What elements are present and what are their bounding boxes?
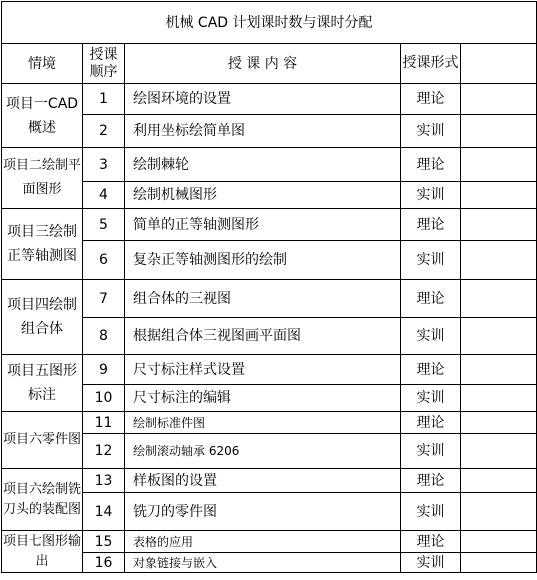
content-cell: 绘制机械图形: [125, 182, 401, 209]
content-cell: 组合体的三视图: [125, 280, 401, 318]
table-row: [2, 385, 537, 412]
form-cell: 实训: [401, 434, 461, 469]
form-cell: 实训: [401, 318, 461, 355]
scenario-cell: 项目六绘制铣刀头的装配图: [2, 469, 83, 531]
table-row: [2, 493, 537, 531]
header-row: [2, 44, 537, 84]
form-cell: 实训: [401, 182, 461, 209]
content-cell: 对象链接与嵌入: [125, 553, 401, 573]
table-row: [2, 318, 537, 355]
scenario-cell: 项目四绘制组合体: [2, 280, 83, 355]
table-row: [2, 280, 537, 318]
form-cell: 实训: [401, 385, 461, 412]
form-cell: 理论: [401, 531, 461, 553]
content-cell: 尺寸标注样式设置: [125, 355, 401, 385]
table-row: [2, 241, 537, 280]
order-cell: 8: [83, 318, 125, 355]
content-cell: 表格的应用: [125, 531, 401, 553]
table-row: [2, 115, 537, 148]
extra-cell: [461, 412, 537, 434]
scenario-cell: 项目二绘制平面图形: [2, 148, 83, 209]
form-cell: 实训: [401, 115, 461, 148]
order-cell: 14: [83, 493, 125, 531]
extra-cell: [461, 182, 537, 209]
scenario-cell: 项目五图形标注: [2, 355, 83, 412]
order-cell: 16: [83, 553, 125, 573]
table-row: [2, 209, 537, 241]
order-cell: 11: [83, 412, 125, 434]
scenario-cell: 项目七图形输出: [2, 531, 83, 573]
form-cell: 实训: [401, 241, 461, 280]
scenario-cell: 项目一CAD 概述: [2, 84, 83, 148]
form-cell: 理论: [401, 469, 461, 493]
table-row: [2, 553, 537, 573]
order-cell: 12: [83, 434, 125, 469]
content-cell: 样板图的设置: [125, 469, 401, 493]
content-cell: 根据组合体三视图画平面图: [125, 318, 401, 355]
header-content: 授 课 内 容: [125, 44, 401, 84]
header-order: 授课顺序: [83, 44, 125, 84]
extra-cell: [461, 115, 537, 148]
order-cell: 10: [83, 385, 125, 412]
title-row: [2, 2, 537, 44]
form-cell: 理论: [401, 84, 461, 115]
order-cell: 2: [83, 115, 125, 148]
form-cell: 实训: [401, 493, 461, 531]
header-scenario: 情境: [2, 44, 83, 84]
scenario-cell: 项目六零件图: [2, 412, 83, 469]
form-cell: 理论: [401, 280, 461, 318]
scenario-cell: 项目三绘制正等轴测图: [2, 209, 83, 280]
table-row: [2, 469, 537, 493]
content-cell: 复杂正等轴测图形的绘制: [125, 241, 401, 280]
form-cell: 实训: [401, 553, 461, 573]
course-plan-table: [1, 1, 537, 573]
content-cell: 绘制标准件图: [125, 412, 401, 434]
form-cell: 理论: [401, 355, 461, 385]
table-row: [2, 355, 537, 385]
form-cell: 理论: [401, 209, 461, 241]
extra-cell: [461, 493, 537, 531]
extra-cell: [461, 148, 537, 182]
header-extra: [461, 44, 537, 84]
extra-cell: [461, 385, 537, 412]
extra-cell: [461, 553, 537, 573]
order-cell: 6: [83, 241, 125, 280]
order-cell: 9: [83, 355, 125, 385]
table-row: [2, 412, 537, 434]
extra-cell: [461, 469, 537, 493]
content-cell: 绘制棘轮: [125, 148, 401, 182]
extra-cell: [461, 84, 537, 115]
extra-cell: [461, 318, 537, 355]
order-cell: 15: [83, 531, 125, 553]
order-cell: 5: [83, 209, 125, 241]
table-row: [2, 182, 537, 209]
content-cell: 铣刀的零件图: [125, 493, 401, 531]
table-row: [2, 84, 537, 115]
table-row: [2, 434, 537, 469]
extra-cell: [461, 280, 537, 318]
table-row: [2, 148, 537, 182]
content-cell: 简单的正等轴测图形: [125, 209, 401, 241]
order-cell: 3: [83, 148, 125, 182]
content-cell: 绘图环境的设置: [125, 84, 401, 115]
order-cell: 13: [83, 469, 125, 493]
header-form: 授课形式: [401, 44, 461, 84]
extra-cell: [461, 531, 537, 553]
table-row: [2, 531, 537, 553]
extra-cell: [461, 434, 537, 469]
extra-cell: [461, 241, 537, 280]
order-cell: 1: [83, 84, 125, 115]
order-cell: 7: [83, 280, 125, 318]
content-cell: 利用坐标绘简单图: [125, 115, 401, 148]
extra-cell: [461, 355, 537, 385]
table-title: 机械 CAD 计划课时数与课时分配: [2, 2, 537, 44]
extra-cell: [461, 209, 537, 241]
form-cell: 理论: [401, 412, 461, 434]
order-cell: 4: [83, 182, 125, 209]
content-cell: 尺寸标注的编辑: [125, 385, 401, 412]
content-cell: 绘制滚动轴承 6206: [125, 434, 401, 469]
form-cell: 理论: [401, 148, 461, 182]
